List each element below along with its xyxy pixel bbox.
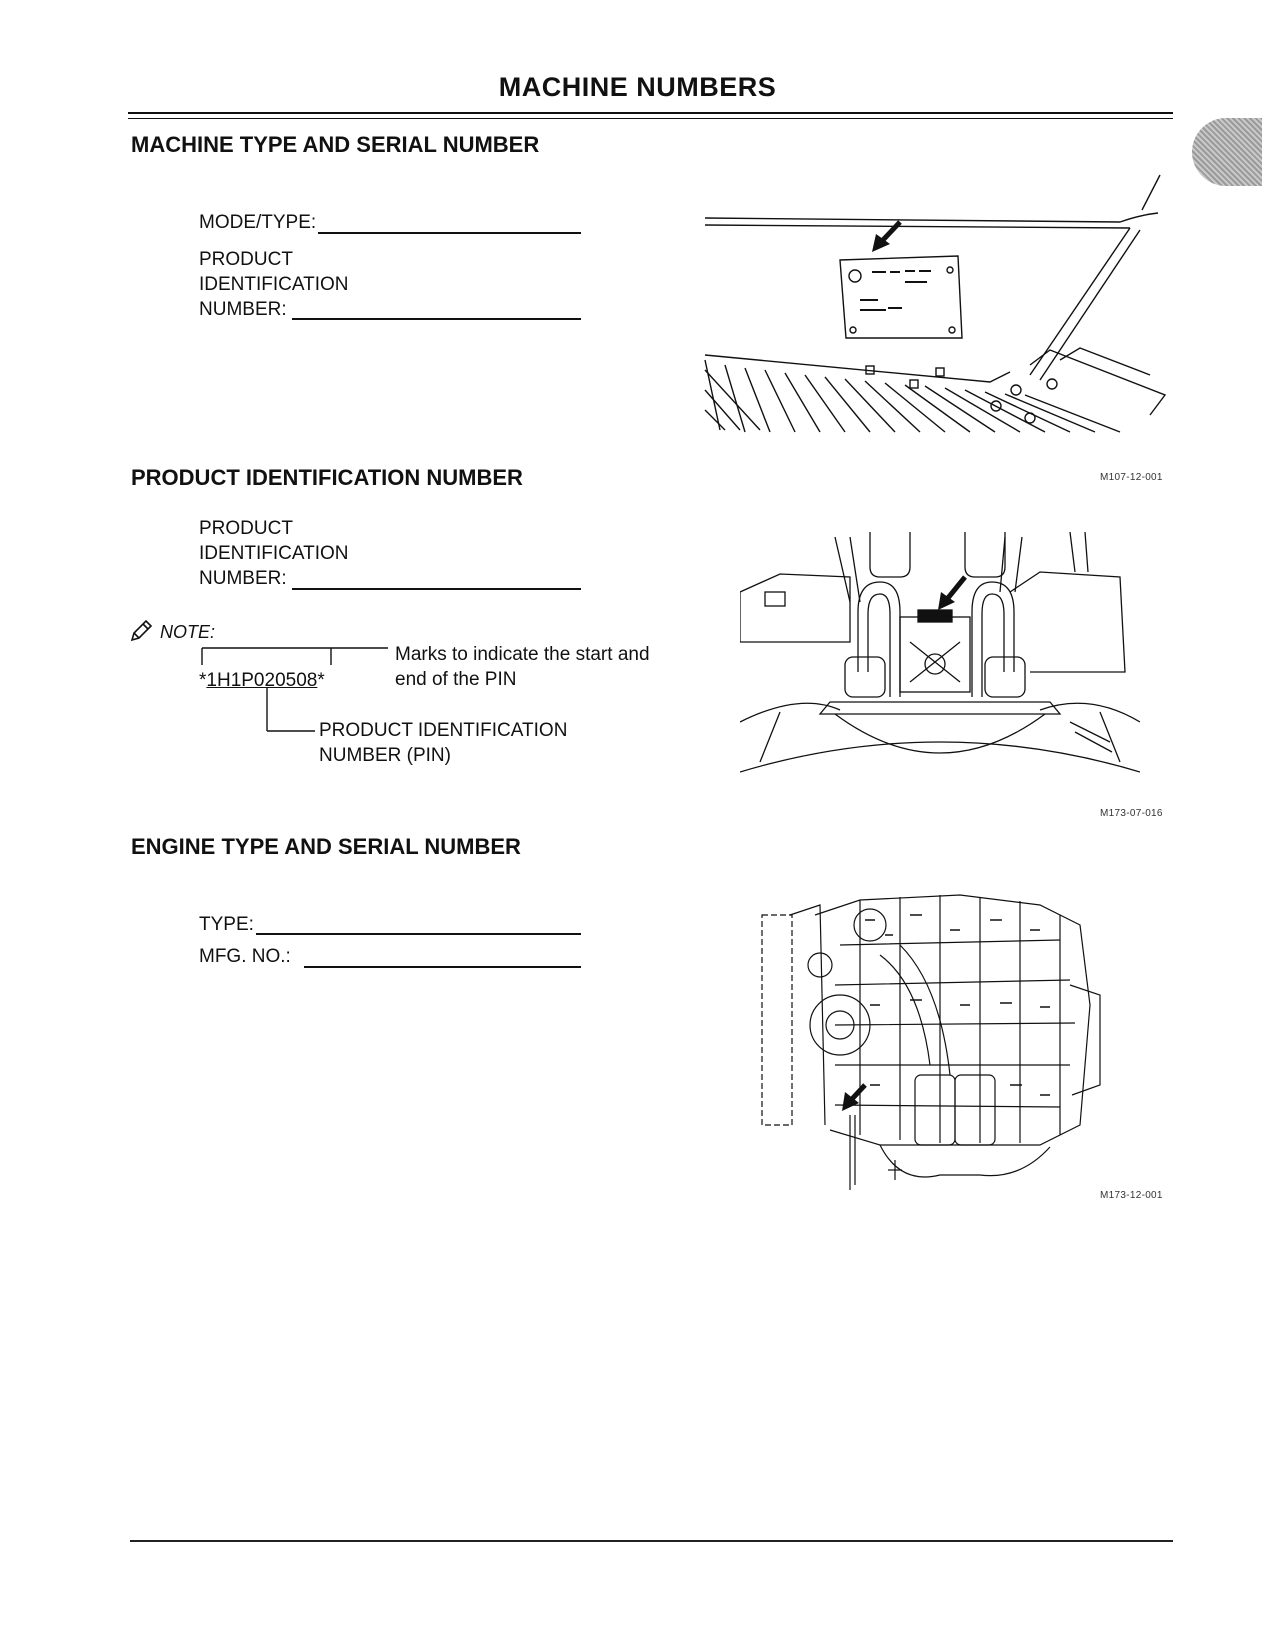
pin-line-1[interactable] xyxy=(292,318,581,320)
pin-example-value: 1H1P020508 xyxy=(206,670,318,691)
machine-plate-illustration xyxy=(700,170,1170,440)
pin-start-mark: * xyxy=(199,670,207,691)
model-type-label: MODE/TYPE: xyxy=(199,212,317,233)
pin-caption-2: NUMBER (PIN) xyxy=(319,745,451,766)
pin-example xyxy=(199,668,325,693)
section-heading-pin: PRODUCT IDENTIFICATION NUMBER xyxy=(131,465,523,490)
page-title: MACHINE NUMBERS xyxy=(498,72,777,102)
mfg-no-line[interactable] xyxy=(304,966,581,968)
arrow-icon xyxy=(842,1085,865,1111)
pencil-icon xyxy=(128,618,154,644)
pin-caption-1: PRODUCT IDENTIFICATION xyxy=(319,720,568,741)
mfg-no-label: MFG. NO.: xyxy=(199,946,291,967)
pin-label-2: IDENTIFICATION xyxy=(199,274,349,295)
pin2-label-2: IDENTIFICATION xyxy=(199,543,349,564)
engine-type-line[interactable] xyxy=(256,933,581,935)
header-rule xyxy=(128,112,1173,114)
marks-text-2: end of the PIN xyxy=(395,669,517,690)
pin-end-mark: * xyxy=(317,670,325,691)
figure-code-3: M173-12-001 xyxy=(1100,1190,1163,1201)
figure-code-1: M107-12-001 xyxy=(1100,472,1163,483)
pin-label-3: NUMBER: xyxy=(199,299,287,320)
pin-line-2[interactable] xyxy=(292,588,581,590)
note-label: NOTE: xyxy=(160,622,216,642)
section-tab-marker xyxy=(1192,118,1262,186)
arrow-icon xyxy=(938,577,965,610)
pin-label-1: PRODUCT xyxy=(199,249,293,270)
section-heading-machine-type: MACHINE TYPE AND SERIAL NUMBER xyxy=(131,132,540,157)
section-heading-engine: ENGINE TYPE AND SERIAL NUMBER xyxy=(131,834,521,859)
figure-code-2: M173-07-016 xyxy=(1100,808,1163,819)
pin2-label-1: PRODUCT xyxy=(199,518,293,539)
pin-plate-illustration xyxy=(740,532,1140,807)
pin2-label-3: NUMBER: xyxy=(199,568,287,589)
model-type-line[interactable] xyxy=(318,232,581,234)
engine-type-label: TYPE: xyxy=(199,914,254,935)
marks-text-1: Marks to indicate the start and xyxy=(395,644,650,665)
footer-rule xyxy=(130,1540,1173,1542)
engine-illustration xyxy=(760,885,1110,1205)
header-rule-thin xyxy=(128,118,1173,119)
